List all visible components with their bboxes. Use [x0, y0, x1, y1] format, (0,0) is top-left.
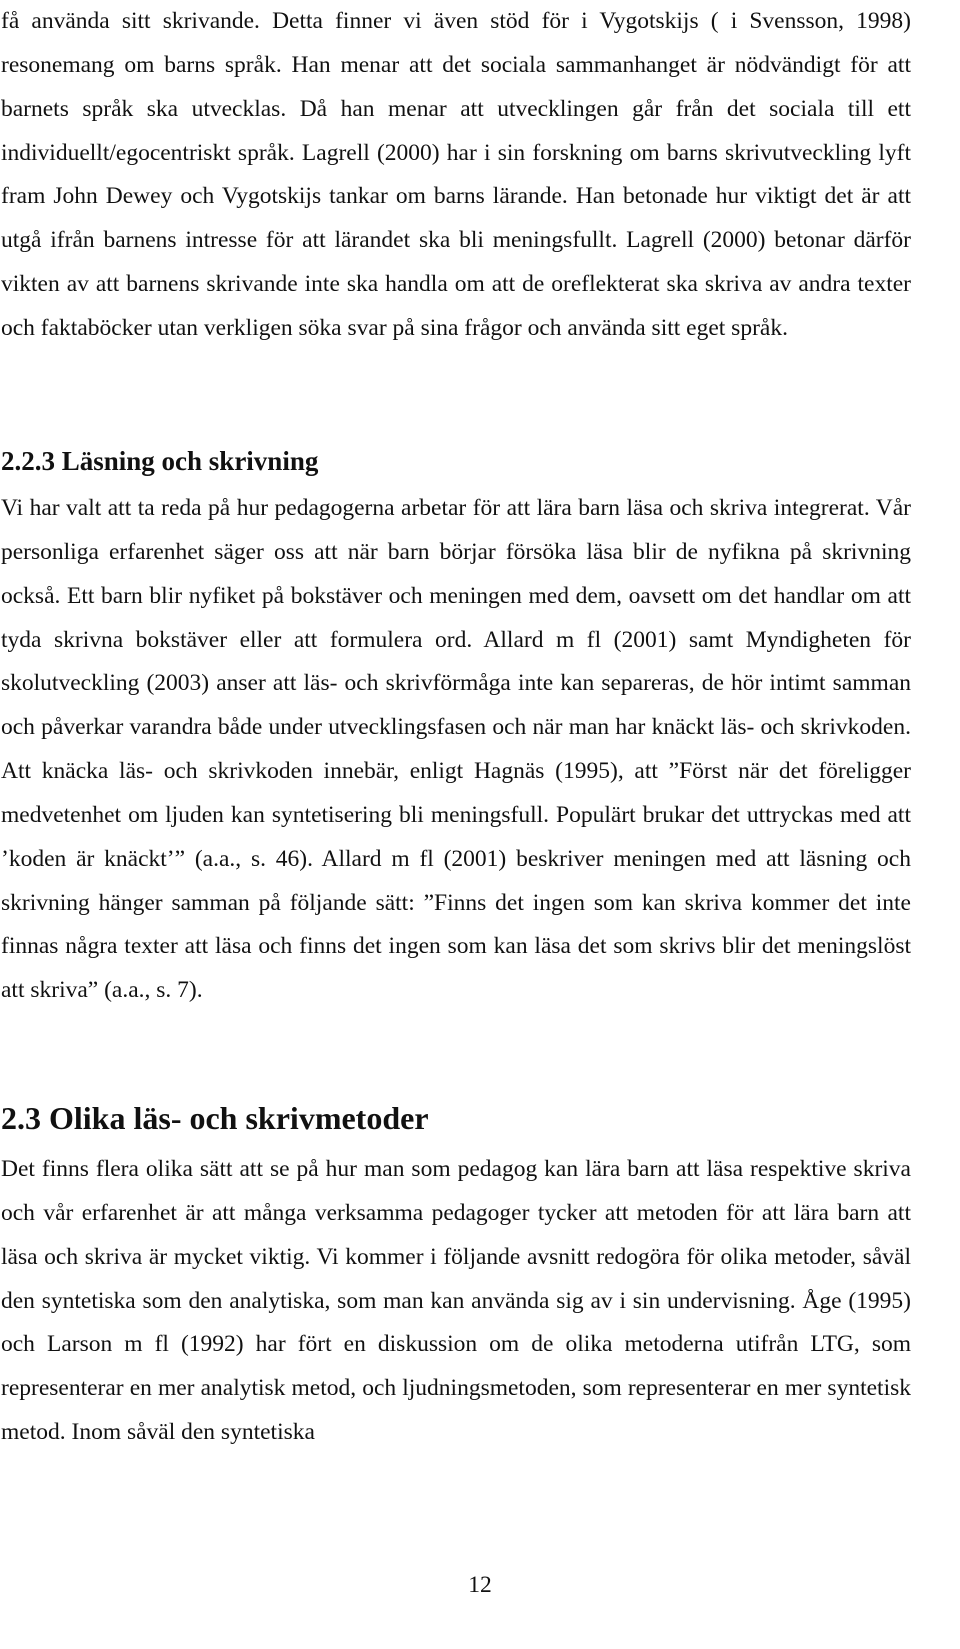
- section-2-2-3-paragraph: Vi har valt att ta reda på hur pedagogerna arbetar för att lära barn läsa och skriva integrerat. Vår personliga erfarenhet säger oss att när barn börjar försöka läsa blir de nyfikna på skrivning också. Ett barn blir nyfiket på bokstäver och meningen med dem, oavsett om det handlar om att tyda skrivna bokstäver eller att formulera ord. Allard m fl (2001) samt Myndigheten för skolutveckling (2003) anser att läs- och skrivförmåga inte kan separeras, de hör intimt samman och påverkar varandra både under utvecklingsfasen och när man har knäckt läs- och skrivkoden. Att knäcka läs- och skrivkoden innebär, enligt Hagnäs (1995), att ”Först när det föreligger medvetenhet om ljuden kan syntetisering bli meningsfull. Populärt brukar det uttryckas med att ’koden är knäckt’” (a.a., s. 46). Allard m fl (2001) beskriver meningen med att läsning och skrivning hänger samman på följande sätt: ”Finns det ingen som kan skriva kommer det inte finnas några texter att läsa och finns det ingen som kan läsa det som skrivs blir det meningslöst att skriva” (a.a., s. 7).: [1, 495, 911, 1004]
- intro-paragraph: få använda sitt skrivande. Detta finner vi även stöd för i Vygotskijs ( i Svensson, 1998) resonemang om barns språk. Han menar att det sociala sammanhanget är nödvändigt för att barnets språk ska utvecklas. Då han menar att utvecklingen går från det sociala till ett individuellt/egocentriskt språk. Lagrell (2000) har i sin forskning om barns skrivutveckling lyft fram John Dewey och Vygotskijs tankar om barns lärande. Han betonade hur viktigt det är att utgå ifrån barnens intresse för att lärandet ska bli meningsfullt. Lagrell (2000) betonar därför vikten av att barnens skrivande inte ska handla om att de oreflekterat ska skriva av andra texter och faktaböcker utan verkligen söka svar på sina frågor och använda sitt eget språk.: [1, 8, 911, 341]
- section-heading-2-2-3: 2.2.3 Läsning och skrivning: [1, 446, 319, 476]
- section-heading-2-3: 2.3 Olika läs- och skrivmetoder: [1, 1100, 429, 1136]
- page-number: 12: [468, 1572, 492, 1598]
- section-2-3-paragraph: Det finns flera olika sätt att se på hur man som pedagog kan lära barn att läsa respektive skriva och vår erfarenhet är att många verksamma pedagoger tycker att metoden för att lära barn att läsa och skriva är mycket viktig. Vi kommer i följande avsnitt redogöra för olika metoder, såväl den syntetiska som den analytiska, som man kan använda sig av i sin undervisning. Åge (1995) och Larson m fl (1992) har fört en diskussion om de olika metoderna utifrån LTG, som representerar en mer analytisk metod, och ljudningsmetoden, som representerar en mer syntetisk metod. Inom såväl den syntetiska: [1, 1156, 911, 1446]
